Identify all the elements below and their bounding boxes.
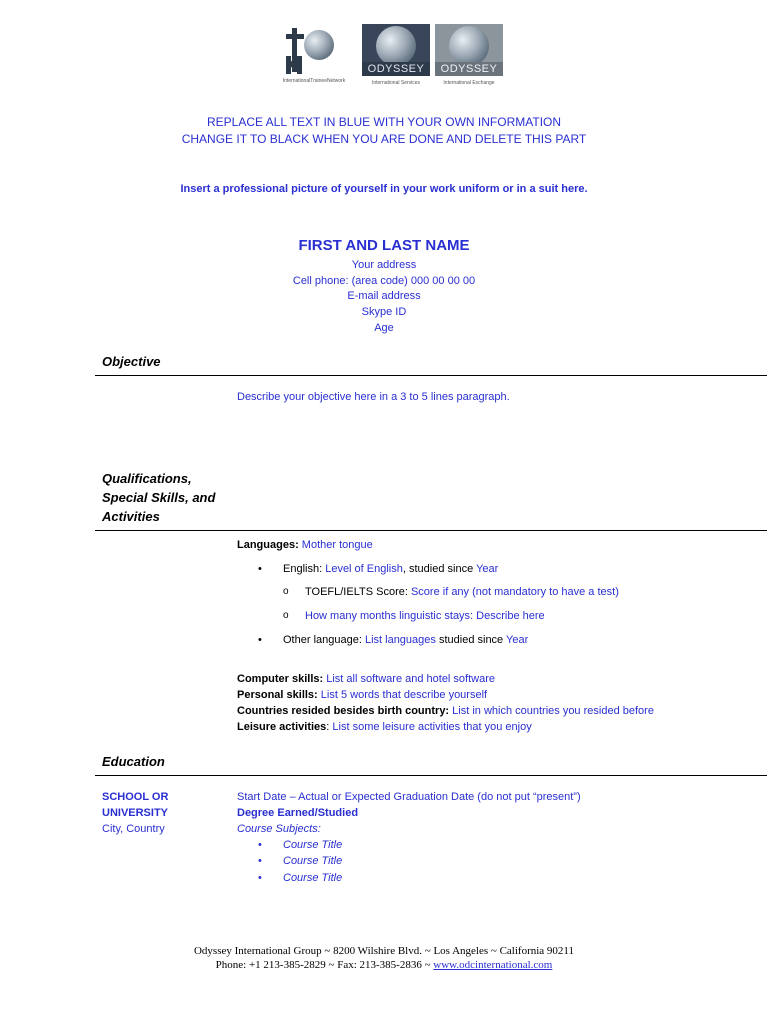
itn-logo [266, 24, 356, 88]
school-line-1: SCHOOL OR [102, 791, 169, 803]
leisure-colon: : [326, 721, 330, 733]
personal-skills-label: Personal skills: [237, 689, 318, 701]
computer-skills-label: Computer skills: [237, 673, 324, 685]
itn-caption: InternationalTraineeNetwork [282, 78, 346, 84]
footer-website-link[interactable]: www.odcinternational.com [433, 959, 553, 971]
english-mid: , studied since [402, 563, 474, 575]
school-line-2: UNIVERSITY [102, 807, 169, 819]
odyssey-exchange-caption: International Exchange [443, 80, 495, 86]
english-level: Level of English [325, 563, 403, 575]
other-language-row [283, 634, 528, 646]
footer-phone-fax: Phone: +1 213-385-2829 ~ Fax: 213-385-2836 ~ [215, 959, 431, 971]
english-year: Year [476, 563, 499, 575]
personal-skills-value: List 5 words that describe yourself [320, 689, 488, 701]
bullet-icon: • [258, 839, 262, 851]
toefl-row [305, 586, 619, 598]
qualifications-heading-line-3: Activities [102, 509, 160, 524]
qualifications-heading-line-1: Qualifications, [102, 471, 192, 486]
course-title: Course Title [283, 839, 343, 851]
candidate-name: FIRST AND LAST NAME [298, 237, 470, 254]
bullet-icon: • [258, 634, 262, 646]
course-subjects-label: Course Subjects: [237, 823, 321, 835]
objective-text: Describe your objective here in a 3 to 5 lines paragraph. [237, 391, 510, 403]
personal-skills-row [237, 689, 487, 701]
toefl-label: TOEFL/IELTS Score: [305, 586, 408, 598]
section-divider [95, 775, 767, 776]
other-language-value: List languages [364, 634, 436, 646]
countries-value: List in which countries you resided before [452, 705, 654, 717]
section-divider [95, 375, 767, 376]
school-city: City, Country [102, 823, 165, 835]
itn-mark [286, 28, 332, 74]
course-title: Course Title [283, 855, 343, 867]
education-dates: Start Date – Actual or Expected Graduation Date (do not put “present”) [237, 791, 581, 803]
bullet-icon: • [258, 872, 262, 884]
other-language-mid: studied since [438, 634, 504, 646]
footer-address: Odyssey International Group ~ 8200 Wilshire Blvd. ~ Los Angeles ~ California 90211 [193, 945, 575, 957]
qualifications-heading-line-2: Special Skills, and [102, 490, 216, 505]
odyssey-services-caption: International Services [371, 80, 421, 86]
instruction-line-2: CHANGE IT TO BLACK WHEN YOU ARE DONE AND DELETE THIS PART [181, 132, 587, 146]
section-divider [95, 530, 767, 531]
bullet-icon: • [258, 563, 262, 575]
linguistic-stays: How many months linguistic stays: Describe here [305, 610, 545, 622]
email: E-mail address [347, 290, 421, 302]
other-language-year: Year [506, 634, 529, 646]
toefl-value: Score if any (not mandatory to have a test) [410, 586, 619, 598]
countries-label: Countries resided besides birth country: [237, 705, 450, 717]
address: Your address [351, 259, 417, 271]
footer-contact [0, 958, 768, 972]
computer-skills-row [237, 673, 495, 685]
circle-bullet-icon: o [283, 586, 289, 597]
cell-phone: Cell phone: (area code) 000 00 00 00 [292, 275, 476, 287]
languages-value: Mother tongue [301, 539, 373, 551]
leisure-row [237, 721, 532, 733]
course-title: Course Title [283, 872, 343, 884]
languages-row [237, 539, 373, 551]
english-label: English: [283, 563, 323, 575]
leisure-label: Leisure activities [237, 721, 327, 733]
odyssey-exchange-logo [435, 24, 507, 88]
computer-skills-value: List all software and hotel software [326, 673, 496, 685]
bullet-icon: • [258, 855, 262, 867]
odyssey-wordmark: ODYSSEY [362, 62, 430, 76]
degree: Degree Earned/Studied [237, 807, 359, 819]
countries-row [237, 705, 654, 717]
english-row [283, 563, 498, 575]
other-language-label: Other language: [283, 634, 362, 646]
education-heading: Education [102, 754, 165, 769]
leisure-value: List some leisure activities that you enjoy [332, 721, 532, 733]
age: Age [374, 322, 394, 334]
languages-label: Languages: [237, 539, 299, 551]
picture-instruction: Insert a professional picture of yourself in your work uniform or in a suit here. [180, 183, 588, 195]
skype-id: Skype ID [361, 306, 407, 318]
odyssey-services-logo [362, 24, 434, 88]
circle-bullet-icon: o [283, 610, 289, 621]
odyssey-wordmark: ODYSSEY [435, 62, 503, 76]
objective-heading: Objective [102, 354, 161, 369]
instruction-line-1: REPLACE ALL TEXT IN BLUE WITH YOUR OWN INFORMATION [206, 115, 562, 129]
